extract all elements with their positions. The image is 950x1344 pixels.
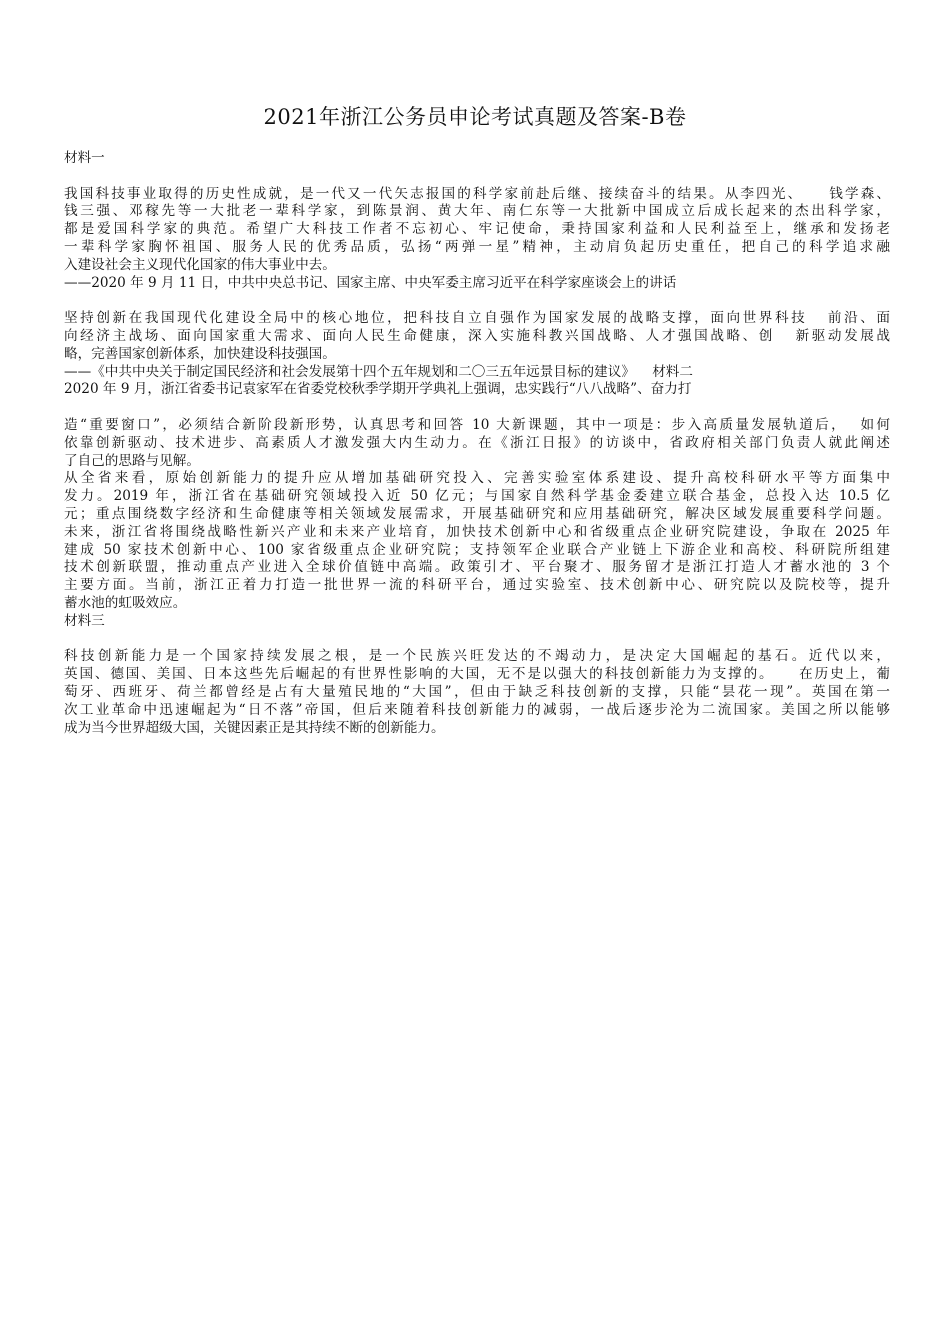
text-line: 科技创新能力是一个国家持续发展之根，是一个民族兴旺发达的不竭动力，是决定大国崛起的基石。近代以来， xyxy=(64,648,890,665)
text-line: 我国科技事业取得的历史性成就，是一代又一代矢志报国的科学家前赴后继、接续奋斗的结果。从李四光、 钱学森、 xyxy=(64,185,890,202)
paragraph-material-3 xyxy=(64,648,890,737)
text-line: 都是爱国科学家的典范。希望广大科技工作者不忘初心、牢记使命，秉持国家利益和人民利益至上，继承和发扬老 xyxy=(64,221,890,238)
text-line: 萄牙、西班牙、荷兰都曾经是占有大量殖民地的“大国”，但由于缺乏科技创新的支撑，只能“昙花一现”。英国在第一 xyxy=(64,683,890,700)
text-line: 依靠创新驱动、技术进步、高素质人才激发强大内生动力。在《浙江日报》的访谈中，省政府相关部门负责人就此阐述 xyxy=(64,434,890,451)
document-body xyxy=(64,150,890,737)
text-line: 材料一 xyxy=(64,150,105,166)
text-line: 向经济主战场、面向国家重大需求、面向人民生命健康，深入实施科教兴国战略、人才强国战略、创 新驱动发展战 xyxy=(64,327,890,344)
text-line: 未来，浙江省将围绕战略性新兴产业和未来产业培育，加快技术创新中心和省级重点企业研究院建设，争取在 2025 年 xyxy=(64,523,890,540)
heading-material-1 xyxy=(64,150,890,168)
blank-line xyxy=(64,292,890,310)
text-line: 建成 50 家技术创新中心、100 家省级重点企业研究院；支持领军企业联合产业链上下游企业和高校、科研院所组建 xyxy=(64,541,890,558)
text-line: 主要方面。当前，浙江正着力打造一批世界一流的科研平台，通过实验室、技术创新中心、研究院以及院校等，提升 xyxy=(64,577,890,594)
text-line: 造“重要窗口”，必须结合新阶段新形势，认真思考和回答 10 大新课题，其中一项是：步入高质量发展轨道后， 如何 xyxy=(64,416,890,433)
text-line: 元；重点围绕数字经济和生命健康等相关领域发展需求，开展基础研究和应用基础研究，解决区域发展重要科学问题。 xyxy=(64,505,890,522)
text-line: 次工业革命中迅速崛起为“日不落”帝国，但后来随着科技创新能力的减弱，一战后逐步沦为二流国家。美国之所以能够 xyxy=(64,701,890,718)
text-line: 略，完善国家创新体系，加快建设科技强国。 xyxy=(64,345,336,362)
text-line: 入建设社会主义现代化国家的伟大事业中去。 xyxy=(64,256,336,273)
paragraph-material-2-a xyxy=(64,417,890,470)
paragraph-material-1-b xyxy=(64,310,890,363)
text-line: 坚持创新在我国现代化建设全局中的核心地位，把科技自立自强作为国家发展的战略支撑，面向世界科技 前沿、面 xyxy=(64,310,890,327)
paragraph-material-2-intro xyxy=(64,381,890,399)
text-line: 2020 年 9 月，浙江省委书记袁家军在省委党校秋季学期开学典礼上强调，忠实践行“八八战略”、奋力打 xyxy=(64,381,692,398)
paragraph-material-1-a xyxy=(64,186,890,275)
text-line: 蓄水池的虹吸效应。 xyxy=(64,594,187,611)
heading-material-3 xyxy=(64,613,890,631)
blank-line xyxy=(64,168,890,186)
citation-1 xyxy=(64,275,890,293)
document-title: 2021年浙江公务员申论考试真题及答案-B卷 xyxy=(263,105,687,129)
text-line: 钱三强、邓稼先等一大批老一辈科学家，到陈景润、黄大年、南仁东等一大批新中国成立后成长起来的杰出科学家， xyxy=(64,203,890,220)
text-line: ——2020 年 9 月 11 日，中共中央总书记、国家主席、中央军委主席习近平在科学家座谈会上的讲话 xyxy=(64,274,677,291)
text-line: 成为当今世界超级大国，关键因素正是其持续不断的创新能力。 xyxy=(64,719,445,736)
blank-line xyxy=(64,399,890,417)
text-line: 技术创新联盟，推动重点产业进入全球价值链中高端。政策引才、平台聚才、服务留才是浙江打造人才蓄水池的 3 个 xyxy=(64,559,890,576)
text-line: ——《中共中央关于制定国民经济和社会发展第十四个五年规划和二〇三五年远景目标的建议》 材料二 xyxy=(64,363,693,380)
citation-2 xyxy=(64,364,890,382)
text-line: 一辈科学家胸怀祖国、服务人民的优秀品质，弘扬“两弹一星”精神，主动肩负起历史重任，把自己的科学追求融 xyxy=(64,238,890,255)
text-line: 发力。2019 年，浙江省在基础研究领域投入近 50 亿元；与国家自然科学基金委建立联合基金，总投入达 10.5 亿 xyxy=(64,488,890,505)
text-line: 了自己的思路与见解。 xyxy=(64,452,200,469)
paragraph-material-2-b xyxy=(64,470,890,612)
text-line: 英国、德国、美国、日本这些先后崛起的有世界性影响的大国，无不是以强大的科技创新能力为支撑的。 在历史上，葡 xyxy=(64,666,890,683)
text-line: 从全省来看，原始创新能力的提升应从增加基础研究投入、完善实验室体系建设、提升高校科研水平等方面集中 xyxy=(64,470,890,487)
text-line: 材料三 xyxy=(64,612,105,629)
blank-line xyxy=(64,631,890,649)
